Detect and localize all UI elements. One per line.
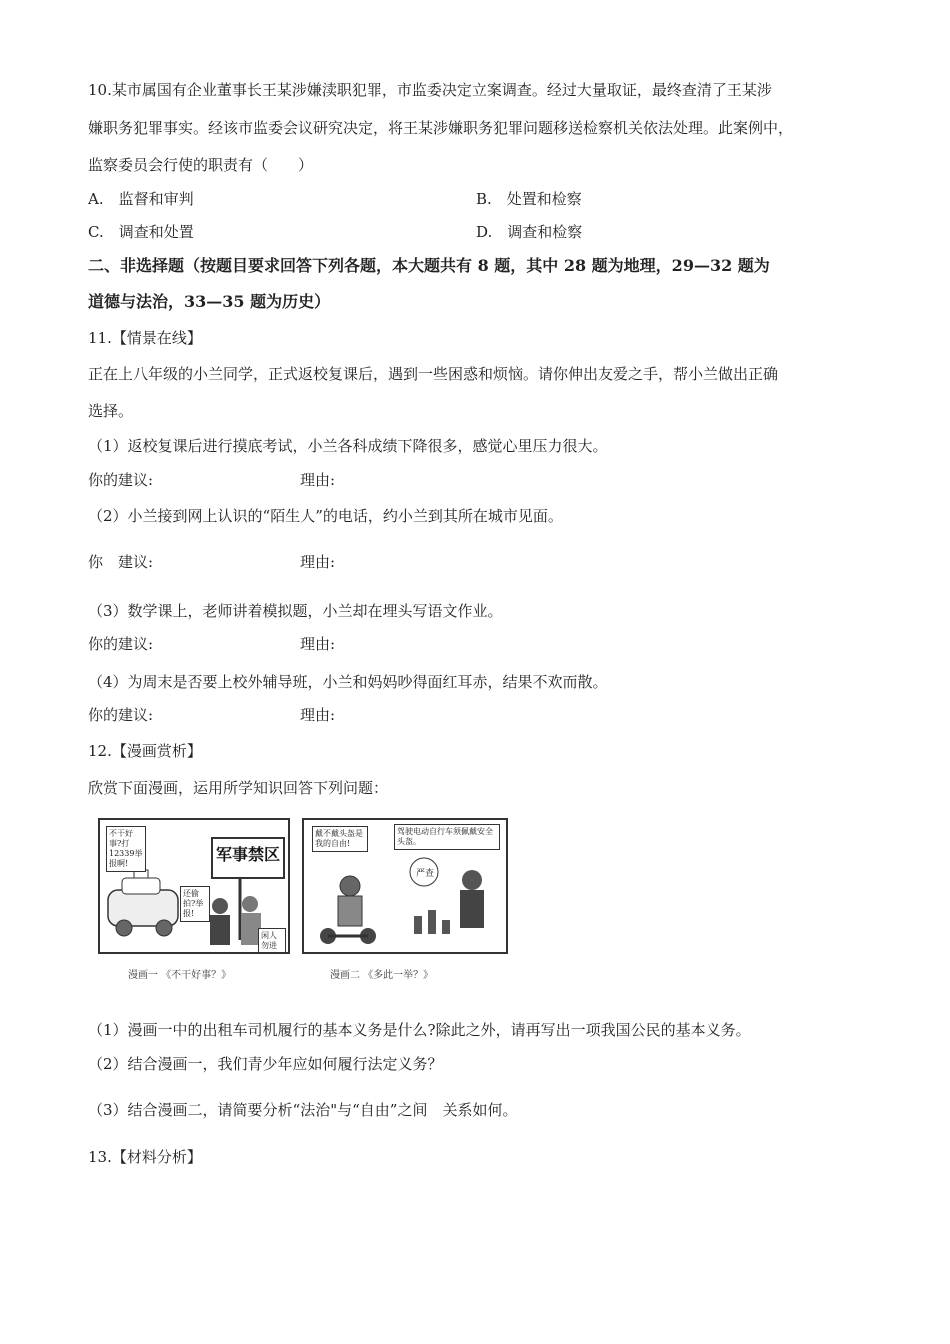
q11-item-4: （4）为周末是否要上校外辅导班，小兰和妈妈吵得面红耳赤，结果不欢而散。 (88, 673, 608, 691)
section2-heading-line-2: 道德与法治，33—35 题为历史） (88, 292, 331, 311)
q11-reason-2: 理由: (300, 553, 336, 571)
comic-2-bubble-3: 严查 (416, 869, 435, 879)
comic-1 (98, 818, 290, 954)
q12-title: 12.【漫画赏析】 (88, 742, 202, 760)
q10-line-3: 监察委员会行使的职责有（ ） (88, 156, 314, 174)
comic-1-bubble-1: 不干好事?打12339举报啊! (106, 826, 146, 872)
q11-suggest-1: 你的建议: (88, 471, 154, 489)
comic-2-bubble-1: 戴不戴头盔是我的自由! (312, 826, 368, 852)
q11-reason-3: 理由: (300, 635, 336, 653)
q10-option-b: B. 处置和检察 (476, 190, 582, 208)
q10-line-2: 嫌职务犯罪事实。经该市监委会议研究决定，将王某涉嫌职务犯罪问题移送检察机关依法处理。此案例中， (88, 119, 794, 137)
q12-item-1: （1）漫画一中的出租车司机履行的基本义务是什么?除此之外，请再写出一项我国公民的基本义务。 (88, 1021, 751, 1039)
q11-item-3: （3）数学课上，老师讲着模拟题，小兰却在埋头写语文作业。 (88, 602, 503, 620)
q12-item-2: （2）结合漫画一，我们青少年应如何履行法定义务？ (88, 1055, 443, 1073)
q11-suggest-4: 你的建议: (88, 706, 154, 724)
q11-intro-1: 正在上八年级的小兰同学，正式返校复课后，遇到一些困惑和烦恼。请你伸出友爱之手，帮小兰做出正确 (88, 365, 779, 383)
q11-reason-1: 理由: (300, 471, 336, 489)
comic-2-caption: 漫画二 《多此一举？》 (330, 970, 434, 981)
q10-line-1: 10.某市属国有企业董事长王某涉嫌渎职犯罪，市监委决定立案调查。经过大量取证，最终查清了王某涉 (88, 81, 772, 99)
comic-1-bubble-3: 闲人勿进 (258, 928, 286, 954)
q11-title: 11.【情景在线】 (88, 329, 202, 347)
q11-reason-4: 理由: (300, 706, 336, 724)
q12-item-3: （3）结合漫画二，请简要分析“法治"与“自由”之间 关系如何。 (88, 1101, 518, 1119)
section2-heading-line-1: 二、非选择题（按题目要求回答下列各题，本大题共有 8 题，其中 28 题为地理，29—32 题为 (88, 256, 770, 275)
comic-2-bubble-2: 驾驶电动自行车须佩戴安全头盔。 (394, 824, 500, 850)
q10-option-c: C. 调查和处置 (88, 223, 194, 241)
comic-1-sign: 军事禁区 (216, 845, 281, 864)
q11-item-1: （1）返校复课后进行摸底考试，小兰各科成绩下降很多，感觉心里压力很大。 (88, 437, 608, 455)
comic-1-caption: 漫画一 《不干好事？》 (128, 970, 232, 981)
q11-suggest-2: 你 建议: (88, 553, 154, 571)
q10-option-a: A. 监督和审判 (88, 190, 194, 208)
q11-intro-2: 选择。 (88, 402, 134, 420)
q11-suggest-3: 你的建议: (88, 635, 154, 653)
comic-1-bubble-2: 还偷拍?举报! (180, 886, 210, 922)
q11-item-2: （2）小兰接到网上认识的“陌生人”的电话，约小兰到其所在城市见面。 (88, 507, 563, 525)
q12-intro: 欣赏下面漫画，运用所学知识回答下列问题： (88, 779, 389, 797)
q13-title: 13.【材料分析】 (88, 1148, 202, 1166)
comic-2 (302, 818, 508, 954)
q10-option-d: D. 调查和检察 (476, 223, 583, 241)
